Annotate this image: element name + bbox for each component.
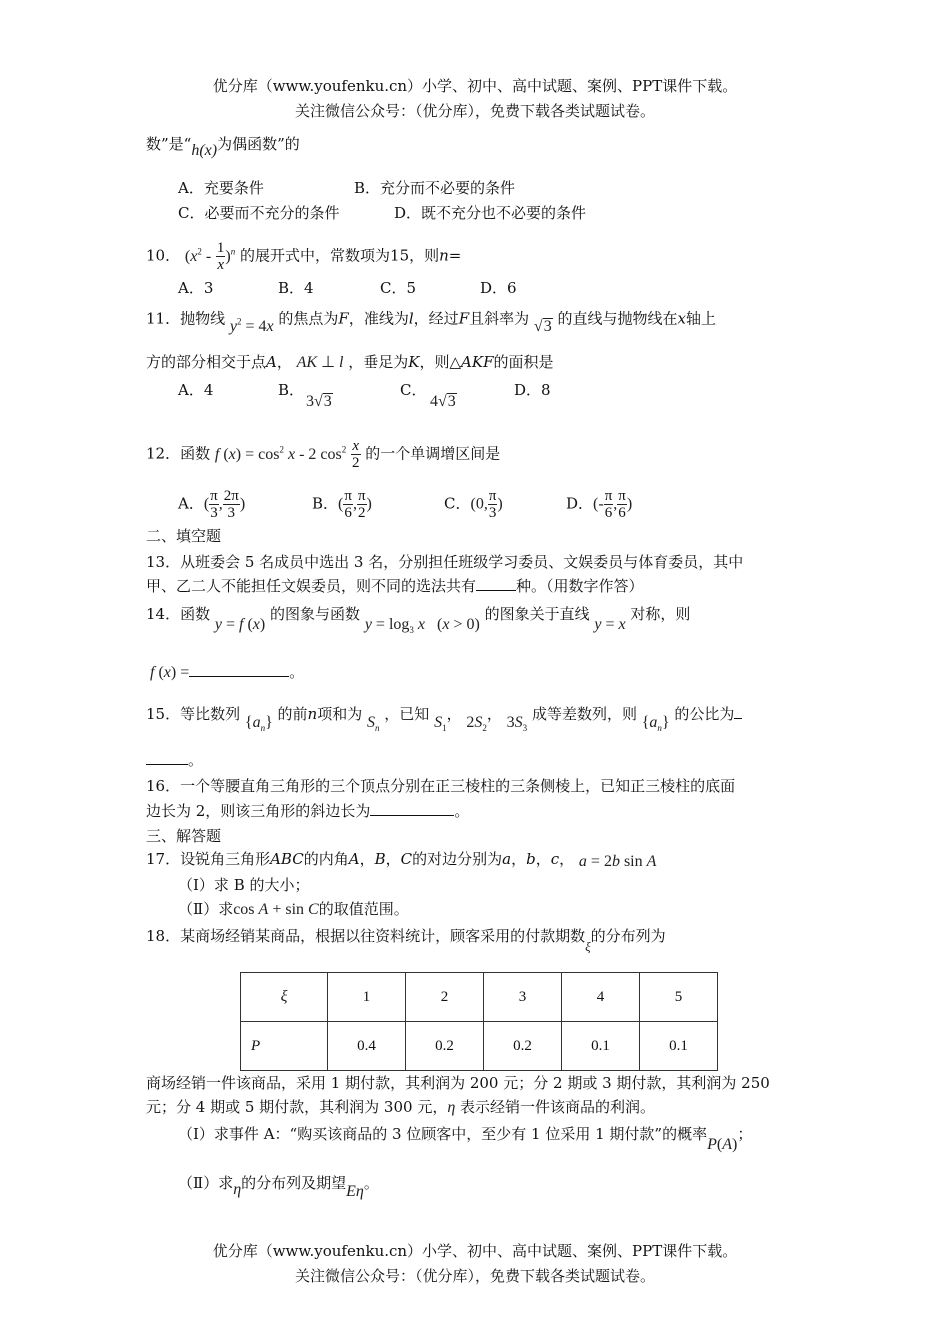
q12-option-b: B．( $\frac{\pi}{6}$ , $\frac{\pi}{2}$ ) xyxy=(312,488,372,521)
table-cell: 5 xyxy=(640,973,718,1022)
q16-line1: 16．一个等腰直角三角形的三个顶点分别在正三棱柱的三条侧棱上，已知正三棱柱的底面 xyxy=(146,777,736,795)
q11-option-b-math: 3√3 xyxy=(306,393,332,410)
distribution-table xyxy=(240,972,718,1071)
table-cell: ξ xyxy=(241,973,328,1022)
q12-stem: 12．函数 f $(x) = \cos^2 x - 2$ $\cos^2$ $\frac{x}{2}$ 的一个单调增区间是 xyxy=(146,438,501,471)
q12-option-c: C．(0, $\frac{\pi}{3}$ ) xyxy=(444,488,503,521)
q11-option-c: C． xyxy=(400,381,427,399)
q10-option-d: D．6 xyxy=(480,279,517,297)
table-cell: P xyxy=(241,1022,328,1071)
q17-sub2: （Ⅱ）求cos A + sin C的取值范围。 xyxy=(178,900,409,918)
table-cell: 0.1 xyxy=(640,1022,718,1071)
q13-line2: 甲、乙二人不能担任文娱委员，则不同的选法共有 种。（用数字作答） xyxy=(146,577,644,595)
q18-para1: 商场经销一件该商品，采用 1 期付款，其利润为 200 元；分 2 期或 3 期付款，其利润为 250 xyxy=(146,1074,770,1092)
q9-option-c: C．必要而不充分的条件 xyxy=(178,204,340,222)
q14-answer-line: f (x) = 。 xyxy=(150,663,305,681)
q18-para2: 元；分 4 期或 5 期付款，其利润为 300 元，η 表示经销一件该商品的利润。 xyxy=(146,1098,656,1116)
q15-answer-line: 。 xyxy=(146,750,203,770)
q18-sub1: （Ⅰ）求事件 A：“购买该商品的 3 位顾客中，至少有 1 位采用 1 期付款”的概率P(A)； xyxy=(178,1125,753,1153)
table-row xyxy=(241,973,718,1022)
table-cell: 0.2 xyxy=(406,1022,484,1071)
q10-option-a: A．3 xyxy=(178,279,214,297)
q11-stem-line2: 方的部分相交于点A， AK ⊥ l ，垂足为K，则△AKF的面积是 xyxy=(146,353,554,371)
page-header-line1: 优分库（www.youfenku.cn）小学、初中、高中试题、案例、PPT课件下载。 xyxy=(212,77,738,95)
q11-stem-line1: 11．抛物线 $y^2 = 4x$ 的焦点为F，准线为l，经过F且斜率为 √3 的直线与抛物线在x轴上 xyxy=(146,309,716,336)
table-cell: 2 xyxy=(406,973,484,1022)
q18-sub2: （Ⅱ）求η的分布列及期望Eη。 xyxy=(178,1174,379,1200)
q9-option-d: D．既不充分也不必要的条件 xyxy=(394,204,587,222)
q12-option-a: A．( $\frac{\pi}{3}$ , $\frac{2\pi}{3}$ ) xyxy=(178,488,246,521)
q9-option-b: B．充分而不必要的条件 xyxy=(354,179,516,197)
table-cell: 0.1 xyxy=(562,1022,640,1071)
table-cell: 0.2 xyxy=(484,1022,562,1071)
page-footer-line1: 优分库（www.youfenku.cn）小学、初中、高中试题、案例、PPT课件下载。 xyxy=(212,1242,738,1260)
q13-line1: 13．从班委会 5 名成员中选出 3 名，分别担任班级学习委员、文娱委员与体育委员，其中 xyxy=(146,553,744,571)
q10-option-b: B．4 xyxy=(278,279,314,297)
q10-stem: 10． ($x^2$ - $\frac{1}{x}$ )$^n$ 的展开式中，常数项为15，则n= xyxy=(146,240,462,273)
q18-stem: 18．某商场经销某商品，根据以往资料统计，顾客采用的付款期数ξ的分布列为 xyxy=(146,927,666,954)
page-header-line2: 关注微信公众号：（优分库），免费下载各类试题试卷。 xyxy=(294,102,655,120)
section-fill-in-title: 二、填空题 xyxy=(146,527,222,545)
q11-option-a: A．4 xyxy=(178,381,214,399)
section-answer-title: 三、解答题 xyxy=(146,827,222,845)
page-footer-line2: 关注微信公众号：（优分库），免费下载各类试题试卷。 xyxy=(294,1267,655,1285)
table-cell: 4 xyxy=(562,973,640,1022)
q11-option-b: B． xyxy=(278,381,305,399)
table-cell: 0.4 xyxy=(328,1022,406,1071)
table-cell: 1 xyxy=(328,973,406,1022)
q12-option-d: D．(- $\frac{\pi}{6}$ , $\frac{\pi}{6}$ ) xyxy=(566,488,633,521)
table-row xyxy=(241,1022,718,1071)
q17-stem: 17．设锐角三角形ABC的内角A，B，C的对边分别为a，b，c， a = 2b sin A xyxy=(146,850,657,870)
q11-option-d: D．8 xyxy=(514,381,551,399)
q17-sub1: （Ⅰ）求 B 的大小； xyxy=(178,876,310,894)
q14-stem: 14．函数 y = f (x) 的图象与函数 $y = \log_3 x$ (x > 0) 的图象关于直线 y = x 对称，则 xyxy=(146,605,691,636)
q9-option-a: A．充要条件 xyxy=(178,179,264,197)
table-cell: 3 xyxy=(484,973,562,1022)
q9-stem: 数”是“h(x)为偶函数”的 xyxy=(146,135,300,159)
q10-option-c: C．5 xyxy=(380,279,417,297)
q16-line2: 边长为 2，则该三角形的斜边长为 。 xyxy=(146,802,470,820)
q11-option-c-math: 4√3 xyxy=(430,393,456,410)
q15-stem: 15．等比数列 $\{a_n\}$ 的前n项和为 $S_n$ ，已知 $S_1$， $2S_2$， $3S_3$ 成等差数列，则 $\{a_n\}$ 的公比为 xyxy=(146,704,742,730)
